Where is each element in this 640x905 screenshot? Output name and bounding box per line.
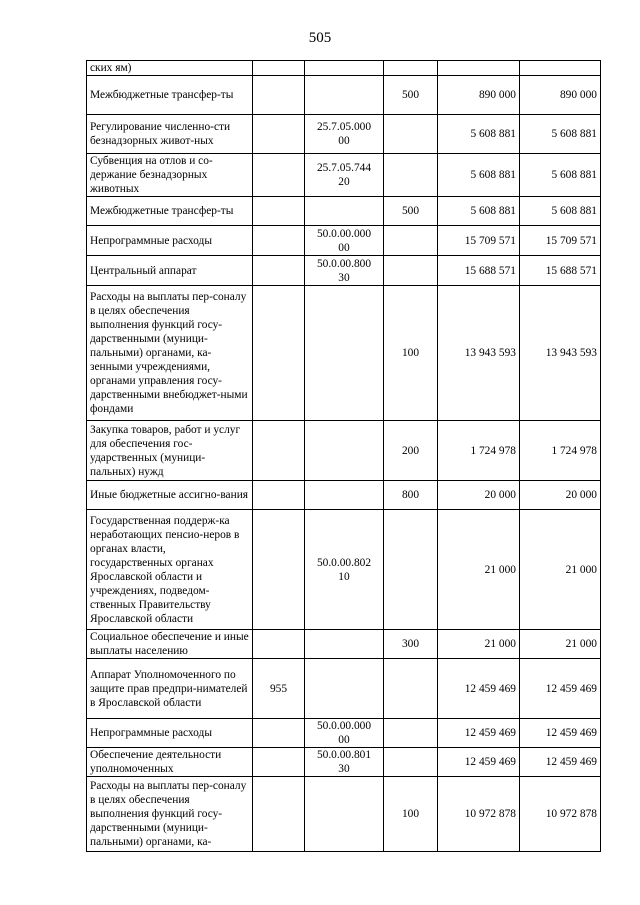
table-row <box>87 154 601 197</box>
row-expense-type: 100 <box>384 777 438 852</box>
code-line-b: 10 <box>338 570 350 583</box>
row-expense-type: 100 <box>384 286 438 421</box>
row-amount-year-2: 13 943 593 <box>520 286 601 421</box>
row-expense-type <box>384 510 438 630</box>
row-target-code <box>305 61 384 76</box>
row-expense-type: 200 <box>384 421 438 481</box>
row-target-code <box>305 256 384 286</box>
budget-table-body <box>87 61 601 852</box>
code-line-b: 20 <box>338 176 350 188</box>
row-amount-year-1: 15 709 571 <box>438 226 520 256</box>
row-amount-year-1: 21 000 <box>438 630 520 659</box>
row-target-code <box>305 510 384 630</box>
code-line-a: 25.7.05.744 <box>316 162 372 174</box>
row-department <box>253 226 305 256</box>
row-department <box>253 719 305 748</box>
row-amount-year-1 <box>438 61 520 76</box>
row-department <box>253 61 305 76</box>
row-amount-year-1: 5 608 881 <box>438 154 520 197</box>
table-row <box>87 61 601 76</box>
row-name: Социальное обеспечение и иные выплаты населению <box>87 630 253 659</box>
table-row <box>87 481 601 510</box>
row-name: Обеспечение деятельности уполномоченных <box>87 748 253 777</box>
row-target-code <box>305 777 384 852</box>
code-line-b: 30 <box>338 763 350 775</box>
code-line-b: 00 <box>338 241 350 254</box>
row-amount-year-2: 12 459 469 <box>520 748 601 777</box>
row-amount-year-1: 13 943 593 <box>438 286 520 421</box>
row-amount-year-2: 5 608 881 <box>520 115 601 154</box>
row-amount-year-2: 10 972 878 <box>520 777 601 852</box>
table-row <box>87 286 601 421</box>
table-row <box>87 226 601 256</box>
table-row <box>87 256 601 286</box>
row-target-code <box>305 286 384 421</box>
row-amount-year-1: 12 459 469 <box>438 748 520 777</box>
code-line-a: 50.0.00.800 <box>316 257 372 270</box>
row-target-code <box>305 659 384 719</box>
code-line-a: 50.0.00.000 <box>316 720 372 732</box>
row-name: Непрограммные расходы <box>87 719 253 748</box>
row-target-code <box>305 115 384 154</box>
row-target-code <box>305 630 384 659</box>
row-name: ских ям) <box>87 61 253 76</box>
row-amount-year-2 <box>520 61 601 76</box>
table-row <box>87 659 601 719</box>
row-name: Иные бюджетные ассигно-вания <box>87 481 253 510</box>
row-name: Закупка товаров, работ и услуг для обеспечения гос-ударственных (муници-пальных) нужд <box>87 421 253 481</box>
table-row <box>87 115 601 154</box>
row-amount-year-1: 5 608 881 <box>438 197 520 226</box>
row-amount-year-2: 1 724 978 <box>520 421 601 481</box>
row-amount-year-1: 21 000 <box>438 510 520 630</box>
table-row <box>87 630 601 659</box>
row-amount-year-1: 12 459 469 <box>438 659 520 719</box>
row-expense-type: 500 <box>384 197 438 226</box>
row-expense-type <box>384 719 438 748</box>
table-row <box>87 777 601 852</box>
row-name: Государственная поддерж-ка неработающих пенсио-неров в органах власти, государственных органах Ярославской области и учреждениях, подведом-ственных Правительству Ярославской области <box>87 510 253 630</box>
row-department <box>253 421 305 481</box>
row-department <box>253 748 305 777</box>
table-row <box>87 197 601 226</box>
table-row <box>87 510 601 630</box>
row-name: Аппарат Уполномоченного по защите прав предпри-нимателей в Ярославской области <box>87 659 253 719</box>
code-line-a: 50.0.00.801 <box>316 749 372 761</box>
row-amount-year-2: 12 459 469 <box>520 719 601 748</box>
code-line-a: 50.0.00.000 <box>316 227 372 240</box>
row-department <box>253 286 305 421</box>
code-line-a: 50.0.00.802 <box>316 556 372 569</box>
row-amount-year-2: 12 459 469 <box>520 659 601 719</box>
row-target-code <box>305 719 384 748</box>
row-department <box>253 481 305 510</box>
row-department: 955 <box>253 659 305 719</box>
row-target-code <box>305 481 384 510</box>
row-expense-type <box>384 226 438 256</box>
code-line-b: 30 <box>338 271 350 284</box>
row-expense-type <box>384 256 438 286</box>
page-number: 505 <box>308 30 332 46</box>
row-expense-type <box>384 748 438 777</box>
row-department <box>253 197 305 226</box>
row-amount-year-2: 21 000 <box>520 510 601 630</box>
row-amount-year-2: 20 000 <box>520 481 601 510</box>
row-target-code <box>305 421 384 481</box>
row-name: Межбюджетные трансфер-ты <box>87 197 253 226</box>
row-department <box>253 154 305 197</box>
row-name: Расходы на выплаты пер-соналу в целях обеспечения выполнения функций госу-дарственными (муници-пальными) органами, ка- <box>87 777 253 852</box>
table-row <box>87 748 601 777</box>
table-row <box>87 719 601 748</box>
code-line-b: 00 <box>338 135 350 147</box>
row-amount-year-2: 21 000 <box>520 630 601 659</box>
row-department <box>253 510 305 630</box>
row-amount-year-1: 15 688 571 <box>438 256 520 286</box>
row-target-code <box>305 226 384 256</box>
row-department <box>253 76 305 115</box>
row-amount-year-2: 5 608 881 <box>520 197 601 226</box>
code-line-a: 25.7.05.000 <box>316 121 372 133</box>
row-amount-year-1: 890 000 <box>438 76 520 115</box>
row-amount-year-2: 890 000 <box>520 76 601 115</box>
row-amount-year-1: 20 000 <box>438 481 520 510</box>
row-expense-type <box>384 115 438 154</box>
row-target-code <box>305 76 384 115</box>
row-department <box>253 115 305 154</box>
row-amount-year-1: 1 724 978 <box>438 421 520 481</box>
code-line-b: 00 <box>338 734 350 746</box>
row-amount-year-1: 5 608 881 <box>438 115 520 154</box>
row-amount-year-1: 10 972 878 <box>438 777 520 852</box>
row-expense-type: 800 <box>384 481 438 510</box>
row-department <box>253 777 305 852</box>
budget-table <box>86 60 601 852</box>
row-amount-year-1: 12 459 469 <box>438 719 520 748</box>
row-name: Центральный аппарат <box>87 256 253 286</box>
row-department <box>253 630 305 659</box>
table-row <box>87 76 601 115</box>
row-expense-type: 300 <box>384 630 438 659</box>
row-expense-type <box>384 61 438 76</box>
row-expense-type: 500 <box>384 76 438 115</box>
row-name: Регулирование численно-сти безнадзорных живот-ных <box>87 115 253 154</box>
row-name: Непрограммные расходы <box>87 226 253 256</box>
row-expense-type <box>384 659 438 719</box>
row-amount-year-2: 15 688 571 <box>520 256 601 286</box>
row-name: Межбюджетные трансфер-ты <box>87 76 253 115</box>
row-target-code <box>305 197 384 226</box>
row-target-code <box>305 748 384 777</box>
row-expense-type <box>384 154 438 197</box>
row-target-code <box>305 154 384 197</box>
row-name: Субвенция на отлов и со-держание безнадзорных животных <box>87 154 253 197</box>
row-amount-year-2: 15 709 571 <box>520 226 601 256</box>
table-row <box>87 421 601 481</box>
row-amount-year-2: 5 608 881 <box>520 154 601 197</box>
row-department <box>253 256 305 286</box>
row-name: Расходы на выплаты пер-соналу в целях обеспечения выполнения функций госу-дарственными (муници-пальными) органами, ка-зенными учреждениями, органами управления госу-дарственными внебюджет-ными фондами <box>87 286 253 421</box>
